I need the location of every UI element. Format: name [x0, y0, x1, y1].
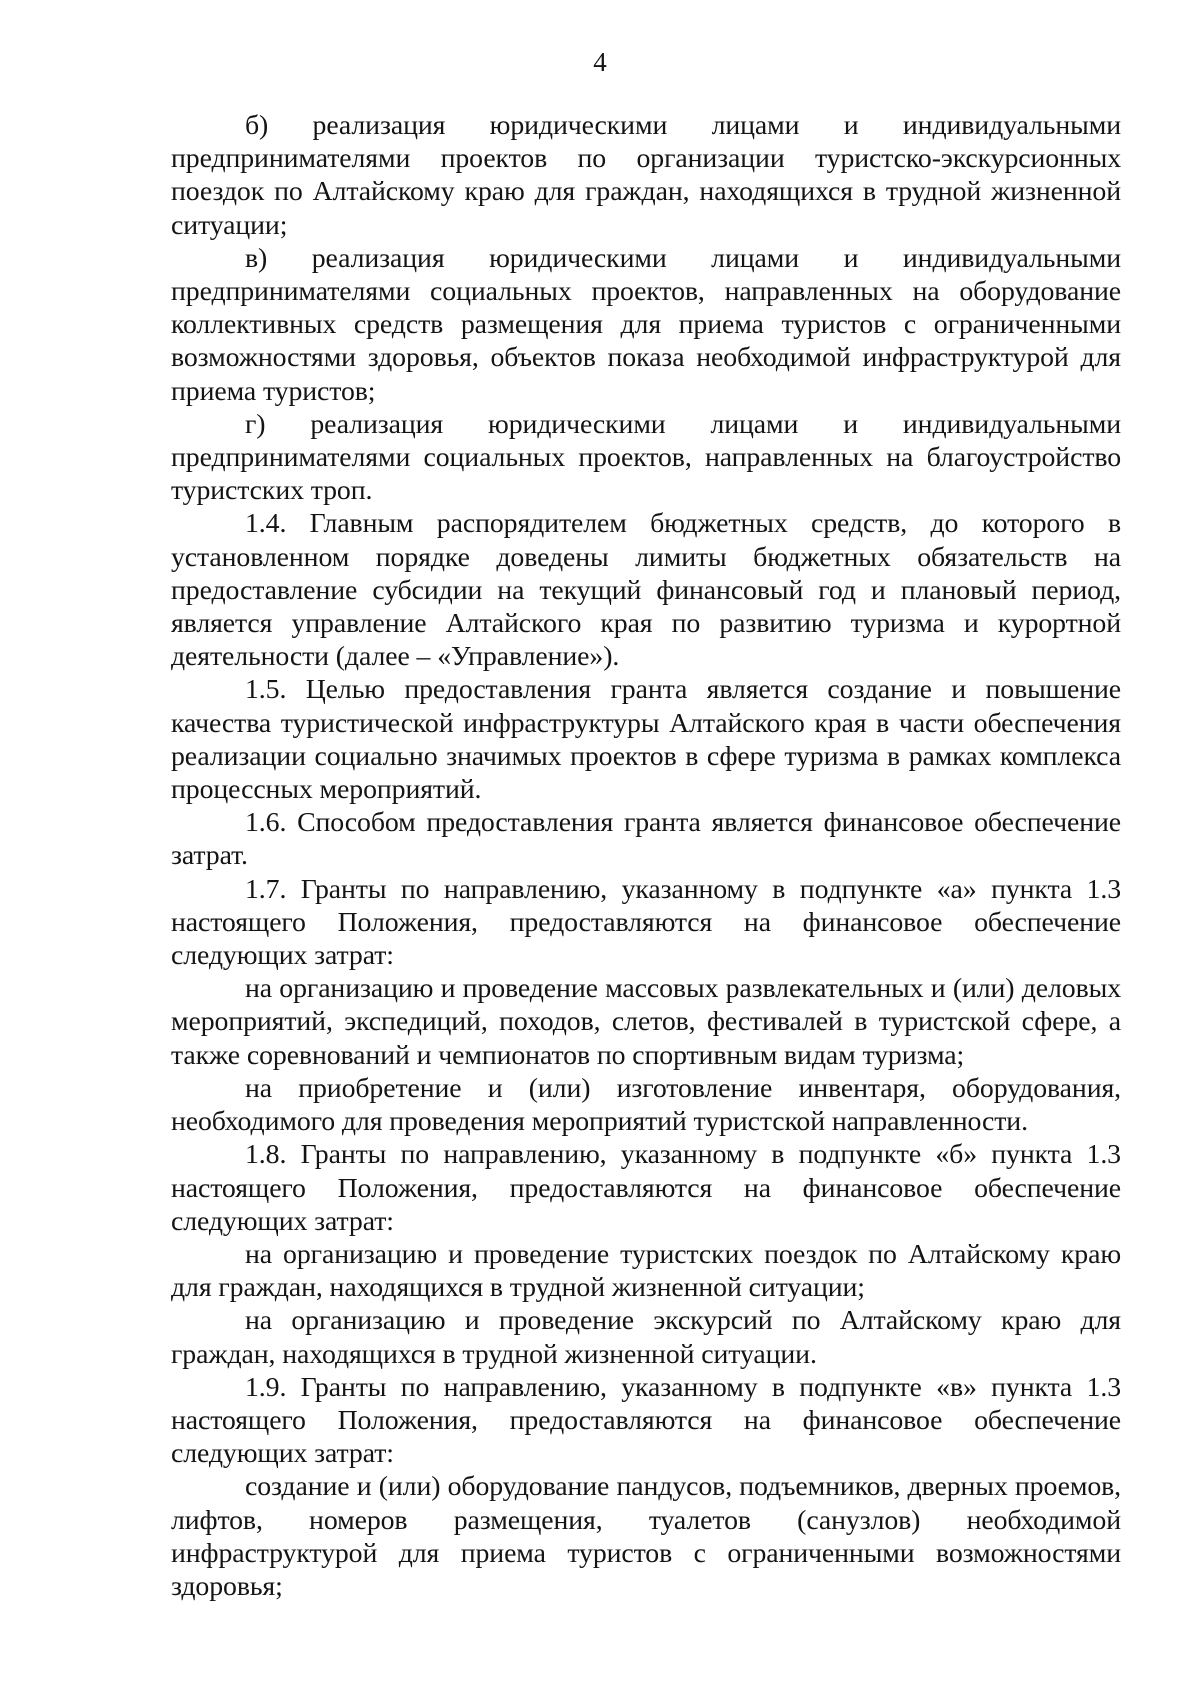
document-body — [171, 109, 1121, 1603]
paragraph-1-8-expense-excursions: на организацию и проведение экскурсий по Алтайскому краю для граждан, находящихся в трудной жизненной ситуации. — [171, 1305, 1121, 1370]
paragraph-item-b: б) реализация юридическими лицами и индивидуальными предпринимателями проектов по организации туристско-экскурсионных поездок по Алтайскому краю для граждан, находящихся в трудной жизненной ситуации; — [171, 110, 1121, 241]
paragraph-1-7: 1.7. Гранты по направлению, указанному в подпункте «а» пункта 1.3 настоящего Положения, предоставляются на финансовое обеспечение следующих затрат: — [171, 873, 1121, 972]
paragraph-1-9-expense-accessibility: создание и (или) оборудование пандусов, подъемников, дверных проемов, лифтов, номеров размещения, туалетов (санузлов) необходимой инфраструктурой для приема туристов с ограниченными возможностями здоровья; — [171, 1471, 1121, 1602]
paragraph-1-7-expense-equipment: на приобретение и (или) изготовление инвентаря, оборудования, необходимого для проведения мероприятий туристской направленности. — [171, 1072, 1121, 1138]
paragraph-item-g: г) реализация юридическими лицами и индивидуальными предпринимателями социальных проектов, направленных на благоустройство туристских троп. — [171, 408, 1121, 507]
paragraph-item-v: в) реализация юридическими лицами и индивидуальными предпринимателями социальных проектов, направленных на оборудование коллективных средств размещения для приема туристов с ограниченными возможностями здоровья, объектов показа необходимой инфраструктурой для приема туристов; — [171, 242, 1121, 407]
page-number: 4 — [593, 47, 607, 77]
paragraph-1-9: 1.9. Гранты по направлению, указанному в подпункте «в» пункта 1.3 настоящего Положения, предоставляются на финансовое обеспечение следующих затрат: — [171, 1371, 1121, 1470]
paragraph-1-4: 1.4. Главным распорядителем бюджетных средств, до которого в установленном порядке доведены лимиты бюджетных обязательств на предоставление субсидии на текущий финансовый год и плановый период, является управление Алтайского края по развитию туризма и курортной деятельности (далее – «Управление»). — [171, 508, 1121, 673]
paragraph-1-7-expense-events: на организацию и проведение массовых развлекательных и (или) деловых мероприятий, экспедиций, походов, слетов, фестивалей в туристской сфере, а также соревнований и чемпионатов по спортивным видам туризма; — [171, 973, 1121, 1071]
paragraph-1-8-expense-trips: на организацию и проведение туристских поездок по Алтайскому краю для граждан, находящихся в трудной жизненной ситуации; — [171, 1238, 1121, 1304]
paragraph-1-8: 1.8. Гранты по направлению, указанному в подпункте «б» пункта 1.3 настоящего Положения, предоставляются на финансовое обеспечение следующих затрат: — [171, 1139, 1121, 1237]
paragraph-1-6: 1.6. Способом предоставления гранта является финансовое обеспечение затрат. — [171, 807, 1121, 872]
paragraph-1-5: 1.5. Целью предоставления гранта является создание и повышение качества туристической инфраструктуры Алтайского края в части обеспечения реализации социально значимых проектов в сфере туризма в рамках комплекса процессных мероприятий. — [171, 674, 1121, 806]
